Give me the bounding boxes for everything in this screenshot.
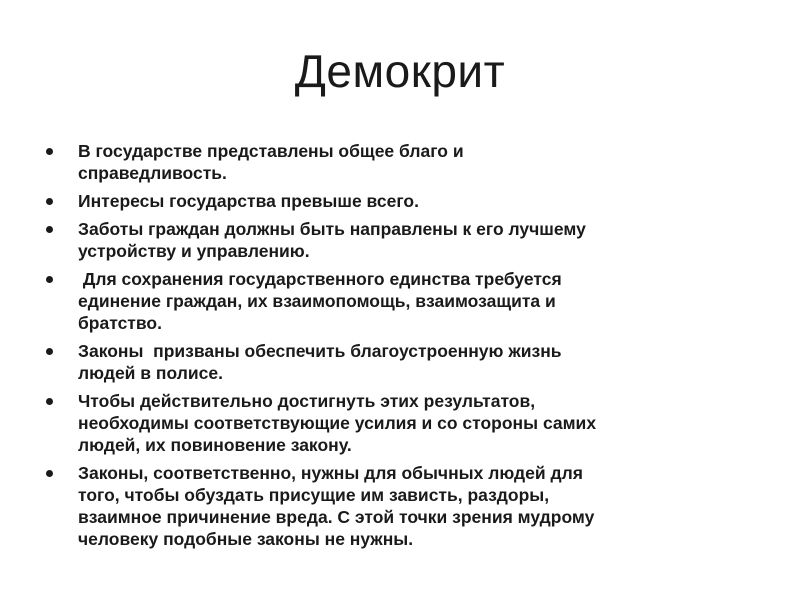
bullet-text: В государстве представлены общее благо и справедливость. [78, 141, 464, 183]
bullet-item [46, 340, 736, 384]
bullet-text: Законы призваны обеспечить благоустроенную жизнь людей в полисе. [78, 341, 562, 383]
bullet-list [46, 140, 736, 556]
bullet-icon [46, 276, 53, 283]
bullet-icon [46, 398, 53, 405]
bullet-icon [46, 348, 53, 355]
bullet-item [46, 140, 736, 184]
bullet-item [46, 462, 736, 550]
bullet-item [46, 390, 736, 456]
bullet-icon [46, 198, 53, 205]
bullet-item [46, 268, 736, 334]
slide-title: Демокрит [294, 45, 506, 97]
bullet-text: Чтобы действительно достигнуть этих результатов, необходимы соответствующие усилия и со стороны самих людей, их повиновение закону. [78, 391, 597, 455]
bullet-icon [46, 470, 53, 477]
bullet-text: Законы, соответственно, нужны для обычных людей для того, чтобы обуздать присущие им зависть, раздоры, взаимное причинение вреда. С этой точки зрения мудрому человеку подобные законы не нужны. [78, 463, 595, 549]
bullet-text: Для сохранения государственного единства требуется единение граждан, их взаимопомощь, взаимозащита и братство. [78, 269, 562, 333]
bullet-item [46, 190, 736, 212]
bullet-text: Заботы граждан должны быть направлены к его лучшему устройству и управлению. [78, 219, 586, 261]
bullet-item [46, 218, 736, 262]
bullet-text: Интересы государства превыше всего. [78, 191, 419, 211]
bullet-icon [46, 226, 53, 233]
bullet-icon [46, 148, 53, 155]
